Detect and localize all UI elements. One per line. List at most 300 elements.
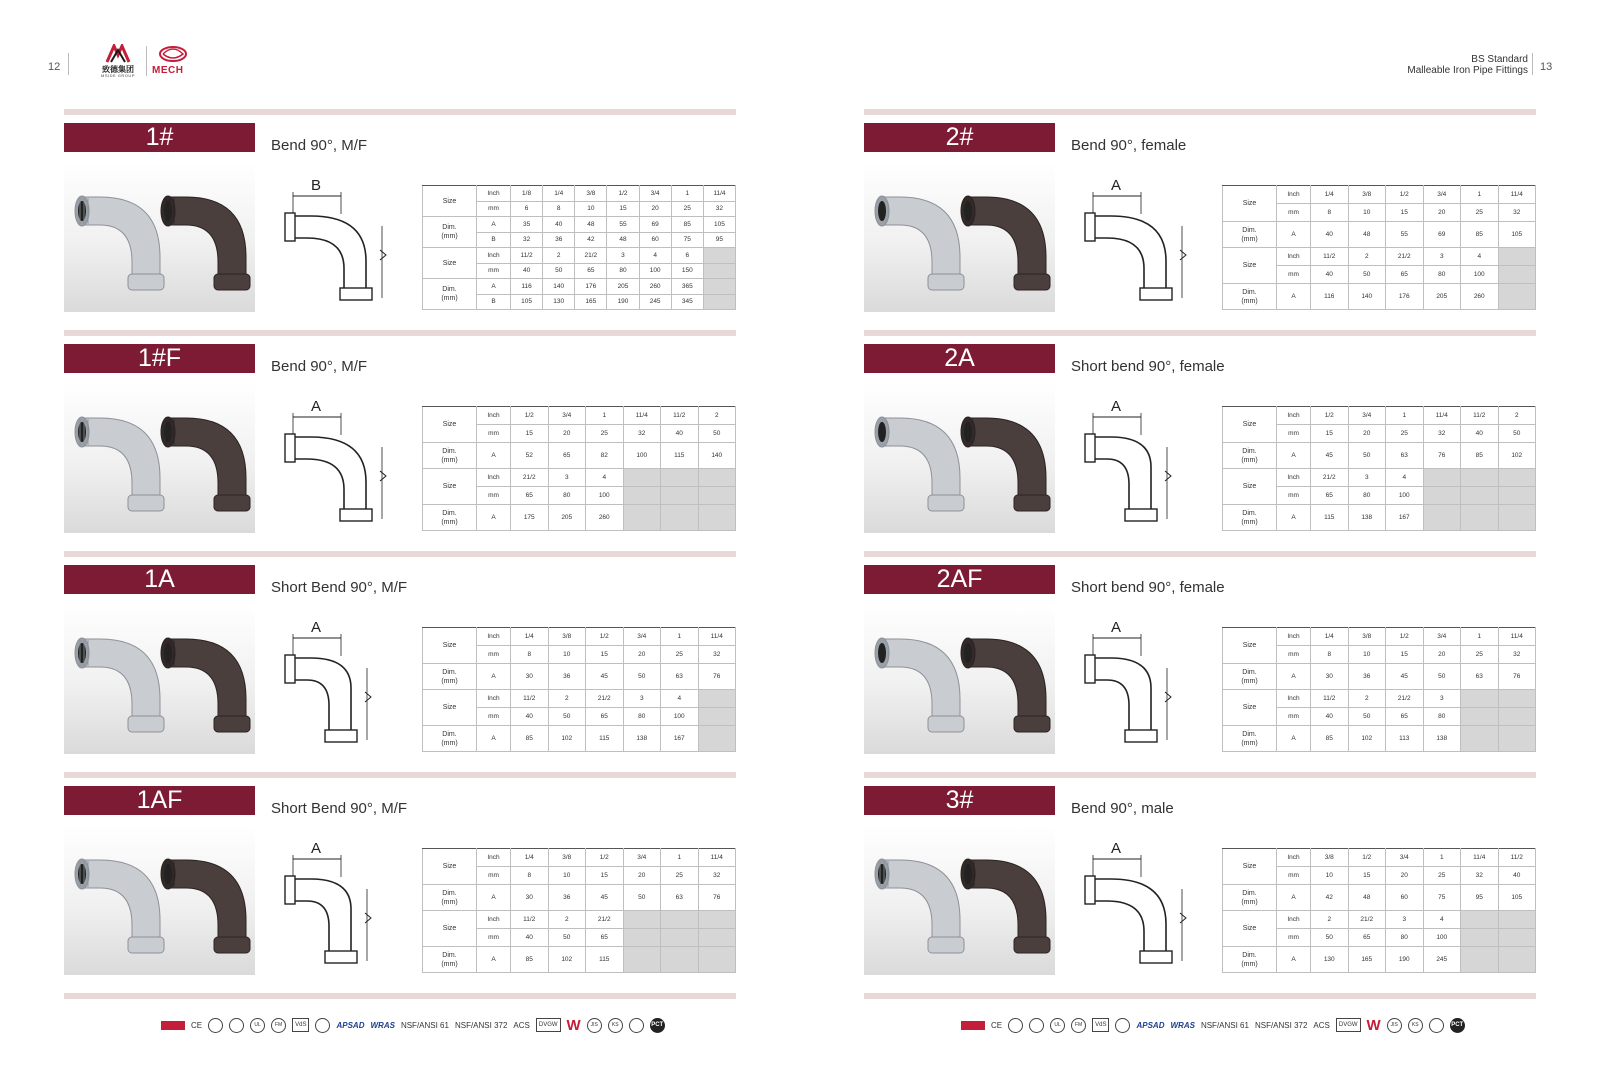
table-cell [1498, 487, 1536, 505]
mm-label: mm [1277, 867, 1311, 885]
table-row [1223, 947, 1536, 973]
table-cell: 45 [1386, 664, 1424, 690]
table-cell [1461, 911, 1499, 929]
cert-icon [1429, 1018, 1444, 1033]
table-cell: 3 [1386, 911, 1424, 929]
table-cell: 45 [1311, 443, 1349, 469]
table-cell: 140 [1348, 284, 1386, 310]
table-cell: 80 [1386, 929, 1424, 947]
table-cell [1423, 505, 1461, 531]
table-cell [698, 929, 736, 947]
table-cell: 25 [1386, 425, 1424, 443]
mech-logo-text: MECH [152, 65, 184, 76]
table-cell: 63 [1461, 664, 1499, 690]
table-cell: 1/2 [607, 186, 639, 202]
product-title: Short bend 90°, female [1071, 579, 1225, 596]
apsad-mark: APSAD [1136, 1020, 1165, 1030]
table-cell [1461, 708, 1499, 726]
table-cell: 1 [1423, 849, 1461, 867]
acs-mark: ACS [513, 1020, 530, 1030]
table-cell [1423, 469, 1461, 487]
certification-strip-right [961, 1014, 1465, 1036]
size-label: Size [423, 469, 477, 505]
table-cell: 116 [511, 279, 543, 295]
inch-label: Inch [1277, 186, 1311, 204]
table-row [423, 248, 736, 264]
table-cell: 1/2 [586, 849, 624, 867]
table-cell: 260 [639, 279, 671, 295]
table-cell: 1/4 [1311, 628, 1349, 646]
table-cell: 80 [607, 263, 639, 279]
size-label: Size [1223, 248, 1277, 284]
table-cell: 205 [548, 505, 586, 531]
inch-label: Inch [1277, 628, 1311, 646]
table-cell: 36 [1348, 664, 1386, 690]
table-cell: 65 [1386, 266, 1424, 284]
table-cell: 65 [586, 929, 624, 947]
table-row [1223, 222, 1536, 248]
table-cell: 20 [1423, 204, 1461, 222]
table-cell: 55 [607, 217, 639, 233]
table-cell: 40 [1311, 266, 1349, 284]
table-cell: 10 [575, 201, 607, 217]
table-cell: 11/2 [1498, 849, 1536, 867]
table-cell: 65 [575, 263, 607, 279]
product-title: Bend 90°, M/F [271, 137, 368, 154]
table-row [423, 947, 736, 973]
table-cell [661, 929, 699, 947]
inch-label: Inch [1277, 849, 1311, 867]
table-cell: 69 [1423, 222, 1461, 248]
table-cell: 3 [607, 248, 639, 264]
table-cell [703, 279, 735, 295]
table-cell: 11/2 [1311, 690, 1349, 708]
table-cell: 21/2 [511, 469, 549, 487]
inch-label: Inch [477, 628, 511, 646]
table-cell: 32 [1423, 425, 1461, 443]
table-cell: 15 [586, 646, 624, 664]
group-logo [97, 44, 139, 78]
table-row [423, 911, 736, 929]
table-cell: 1 [1386, 407, 1424, 425]
certification-strip-left [161, 1014, 665, 1036]
table-cell: 76 [698, 664, 736, 690]
page-number-right: 13 [1540, 61, 1553, 73]
table-cell: 20 [548, 425, 586, 443]
table-cell [703, 248, 735, 264]
table-cell: 8 [543, 201, 575, 217]
table-cell: 85 [1311, 726, 1349, 752]
table-row [423, 407, 736, 425]
table-cell: 105 [703, 217, 735, 233]
table-cell: 40 [511, 263, 543, 279]
table-row [423, 628, 736, 646]
table-cell: 2 [1348, 248, 1386, 266]
table-cell: 32 [698, 646, 736, 664]
table-cell [1461, 487, 1499, 505]
table-cell [1498, 929, 1536, 947]
table-cell [698, 726, 736, 752]
table-cell: 32 [623, 425, 661, 443]
ks-mark: KS [1408, 1018, 1423, 1033]
table-cell: 3/4 [623, 849, 661, 867]
table-cell: 60 [639, 232, 671, 248]
table-cell: 167 [661, 726, 699, 752]
table-cell: 165 [575, 294, 607, 310]
table-cell: 105 [511, 294, 543, 310]
table-cell: 75 [1423, 885, 1461, 911]
table-cell: 40 [661, 425, 699, 443]
table-cell: 25 [661, 646, 699, 664]
svg-text:B: B [311, 177, 322, 194]
table-cell: 11/2 [1461, 407, 1499, 425]
product-title: Short bend 90°, female [1071, 358, 1225, 375]
product-code: 2# [864, 123, 1055, 152]
cert-icon [629, 1018, 644, 1033]
table-cell [703, 294, 735, 310]
bend-female-drawing [1071, 166, 1201, 316]
table-cell: 4 [661, 690, 699, 708]
table-cell: 245 [1423, 947, 1461, 973]
table-cell: 150 [671, 263, 703, 279]
mm-label: mm [1277, 929, 1311, 947]
spec-table [1222, 848, 1536, 973]
table-cell [698, 505, 736, 531]
table-cell: 140 [543, 279, 575, 295]
table-cell: 8 [1311, 204, 1349, 222]
mech-logo [152, 44, 196, 78]
pct-mark: PCT [650, 1018, 665, 1033]
table-cell: 36 [548, 885, 586, 911]
table-cell: 11/4 [1498, 628, 1536, 646]
table-cell [698, 911, 736, 929]
table-cell: 50 [698, 425, 736, 443]
table-cell: 3/4 [548, 407, 586, 425]
ul-mark: UL [250, 1018, 265, 1033]
group-logo-cn: 致德集团 [102, 65, 134, 74]
table-cell: 115 [661, 443, 699, 469]
table-cell: 190 [1386, 947, 1424, 973]
table-cell: 100 [1386, 487, 1424, 505]
table-cell: 15 [1386, 646, 1424, 664]
table-cell: 138 [623, 726, 661, 752]
size-label: Size [1223, 690, 1277, 726]
table-cell [623, 929, 661, 947]
table-cell [1498, 248, 1536, 266]
table-cell: 190 [607, 294, 639, 310]
table-cell: 80 [548, 487, 586, 505]
table-cell: 10 [548, 867, 586, 885]
table-cell: 80 [623, 708, 661, 726]
w-mark: W [1366, 1016, 1381, 1034]
table-cell: 20 [623, 867, 661, 885]
table-cell: 2 [548, 690, 586, 708]
spec-table [422, 406, 736, 531]
table-cell: 3 [623, 690, 661, 708]
jis-mark: JIS [587, 1018, 602, 1033]
svg-text:A: A [311, 398, 322, 415]
table-cell: 3/4 [623, 628, 661, 646]
table-cell: 40 [511, 708, 549, 726]
table-cell: 15 [1311, 425, 1349, 443]
table-cell: 65 [586, 708, 624, 726]
table-cell [1498, 708, 1536, 726]
table-cell: 20 [639, 201, 671, 217]
table-cell: 32 [1498, 646, 1536, 664]
section-separator [64, 772, 736, 778]
table-cell: 3/8 [1348, 186, 1386, 204]
table-cell: 167 [1386, 505, 1424, 531]
acs-mark: ACS [1313, 1020, 1330, 1030]
mech-logo-icon [158, 44, 188, 64]
table-cell: 42 [1311, 885, 1349, 911]
table-cell: 115 [586, 947, 624, 973]
table-row [1223, 628, 1536, 646]
size-label: Size [1223, 186, 1277, 222]
table-cell [1498, 505, 1536, 531]
table-cell [623, 469, 661, 487]
size-label: Size [423, 186, 477, 217]
dim-key: A [1277, 222, 1311, 248]
table-cell: 3/4 [1386, 849, 1424, 867]
ks-mark: KS [608, 1018, 623, 1033]
table-cell: 10 [1311, 867, 1349, 885]
mm-label: mm [1277, 708, 1311, 726]
table-cell [623, 947, 661, 973]
table-row [423, 664, 736, 690]
table-cell: 76 [698, 885, 736, 911]
dim-label: Dim. (mm) [423, 726, 477, 752]
table-row [1223, 407, 1536, 425]
product-title: Short Bend 90°, M/F [271, 800, 408, 817]
table-cell [661, 911, 699, 929]
product-code: 1AF [64, 786, 255, 815]
cert-icon [1029, 1018, 1044, 1033]
table-cell [1498, 726, 1536, 752]
inch-label: Inch [1277, 469, 1311, 487]
table-cell [1461, 726, 1499, 752]
table-cell: 1/4 [511, 849, 549, 867]
nsf372-mark: NSF/ANSI 372 [454, 1020, 508, 1030]
table-cell: 40 [543, 217, 575, 233]
table-cell: 45 [586, 664, 624, 690]
dim-key: A [1277, 443, 1311, 469]
table-cell: 65 [1311, 487, 1349, 505]
table-cell: 6 [671, 248, 703, 264]
table-cell: 1/2 [1311, 407, 1349, 425]
product-code: 2A [864, 344, 1055, 373]
table-cell: 4 [639, 248, 671, 264]
table-cell: 3/4 [1423, 628, 1461, 646]
table-cell: 205 [1423, 284, 1461, 310]
table-cell: 1 [586, 407, 624, 425]
short-bend-mf-drawing [271, 608, 401, 758]
logo-divider [146, 46, 147, 76]
product-photo [864, 604, 1055, 754]
dim-key: A [477, 505, 511, 531]
inch-label: Inch [1277, 690, 1311, 708]
inch-label: Inch [477, 186, 511, 202]
table-cell: 76 [1498, 664, 1536, 690]
size-label: Size [1223, 628, 1277, 664]
bend-male-drawing [1071, 829, 1201, 979]
dim-label: Dim. (mm) [1223, 885, 1277, 911]
table-cell: 100 [623, 443, 661, 469]
table-cell: 3 [1348, 469, 1386, 487]
table-row [1223, 849, 1536, 867]
table-cell: 11/4 [703, 186, 735, 202]
product-title: Bend 90°, female [1071, 137, 1187, 154]
table-cell: 4 [1423, 911, 1461, 929]
short-bend-female-drawing [1071, 387, 1201, 537]
svg-text:A: A [1111, 840, 1122, 857]
section-separator [64, 551, 736, 557]
table-cell: 85 [671, 217, 703, 233]
table-cell: 21/2 [1386, 690, 1424, 708]
table-cell: 2 [1348, 690, 1386, 708]
dim-key: A [1277, 664, 1311, 690]
dim-key: A [477, 217, 511, 233]
table-cell: 25 [586, 425, 624, 443]
size-label: Size [1223, 849, 1277, 885]
spec-table [422, 627, 736, 752]
table-cell: 85 [511, 726, 549, 752]
inch-label: Inch [1277, 248, 1311, 266]
table-cell: 20 [1386, 867, 1424, 885]
table-cell: 95 [703, 232, 735, 248]
table-cell [1498, 469, 1536, 487]
table-cell: 15 [1348, 867, 1386, 885]
table-cell: 116 [1311, 284, 1349, 310]
section-separator [864, 330, 1536, 336]
table-cell: 1 [1461, 628, 1499, 646]
inch-label: Inch [477, 911, 511, 929]
section-separator [64, 993, 736, 999]
dim-key: A [477, 279, 511, 295]
table-cell: 176 [575, 279, 607, 295]
table-cell: 1/4 [543, 186, 575, 202]
table-row [1223, 911, 1536, 929]
ce-mark: CE [191, 1020, 203, 1030]
table-cell: 15 [607, 201, 639, 217]
table-cell: 205 [607, 279, 639, 295]
table-cell [1498, 284, 1536, 310]
table-cell: 21/2 [1348, 911, 1386, 929]
table-cell: 11/2 [1311, 248, 1349, 266]
table-row [1223, 505, 1536, 531]
table-cell: 11/2 [661, 407, 699, 425]
dim-key: A [477, 664, 511, 690]
cert-flag-icon [961, 1021, 985, 1030]
table-cell: 11/4 [623, 407, 661, 425]
table-row [423, 443, 736, 469]
svg-text:A: A [1111, 398, 1122, 415]
dim-key: A [1277, 505, 1311, 531]
bend-mf-drawing [271, 166, 401, 316]
table-cell: 25 [1461, 646, 1499, 664]
dim-label: Dim. (mm) [423, 279, 477, 310]
product-code: 1A [64, 565, 255, 594]
table-cell: 65 [1386, 708, 1424, 726]
table-cell [661, 505, 699, 531]
product-code: 2AF [864, 565, 1055, 594]
table-cell: 345 [671, 294, 703, 310]
nsf61-mark: NSF/ANSI 61 [400, 1020, 449, 1030]
table-cell [703, 263, 735, 279]
table-cell: 8 [511, 646, 549, 664]
table-cell: 175 [511, 505, 549, 531]
table-cell: 11/2 [511, 248, 543, 264]
table-cell: 48 [575, 217, 607, 233]
dim-label: Dim. (mm) [423, 885, 477, 911]
dim-label: Dim. (mm) [1223, 726, 1277, 752]
svg-text:A: A [1111, 619, 1122, 636]
inch-label: Inch [477, 248, 511, 264]
dim-label: Dim. (mm) [1223, 947, 1277, 973]
table-cell: 50 [623, 664, 661, 690]
section-separator [864, 109, 1536, 115]
size-label: Size [423, 911, 477, 947]
table-row [423, 186, 736, 202]
table-cell: 1/8 [511, 186, 543, 202]
table-cell: 63 [661, 664, 699, 690]
spec-table [422, 185, 736, 310]
table-cell: 30 [511, 885, 549, 911]
size-label: Size [1223, 407, 1277, 443]
table-row [1223, 664, 1536, 690]
jis-mark: JIS [1387, 1018, 1402, 1033]
table-cell: 85 [1461, 443, 1499, 469]
table-cell: 8 [511, 867, 549, 885]
dim-key: A [477, 885, 511, 911]
table-cell: 3/8 [1311, 849, 1349, 867]
inch-label: Inch [477, 690, 511, 708]
product-code: 1# [64, 123, 255, 152]
dim-label: Dim. (mm) [1223, 222, 1277, 248]
mm-label: mm [477, 929, 511, 947]
table-cell [1461, 690, 1499, 708]
table-cell: 2 [698, 407, 736, 425]
table-cell [661, 487, 699, 505]
table-cell: 105 [1498, 885, 1536, 911]
table-cell: 40 [1461, 425, 1499, 443]
table-cell: 80 [1423, 708, 1461, 726]
table-cell: 32 [511, 232, 543, 248]
table-cell: 11/2 [511, 911, 549, 929]
size-label: Size [423, 690, 477, 726]
table-cell: 10 [548, 646, 586, 664]
table-cell: 11/4 [1498, 186, 1536, 204]
mm-label: mm [477, 201, 511, 217]
table-cell: 15 [586, 867, 624, 885]
table-cell: 50 [1498, 425, 1536, 443]
table-cell: 1/4 [1311, 186, 1349, 204]
table-cell: 32 [1498, 204, 1536, 222]
table-cell: 4 [1386, 469, 1424, 487]
dim-key: A [1277, 726, 1311, 752]
table-cell: 138 [1348, 505, 1386, 531]
table-cell: 10 [1348, 204, 1386, 222]
table-cell: 21/2 [586, 690, 624, 708]
ul-mark: UL [1050, 1018, 1065, 1033]
table-cell: 138 [1423, 726, 1461, 752]
table-cell: 63 [1386, 443, 1424, 469]
table-cell: 95 [1461, 885, 1499, 911]
table-cell: 40 [1311, 222, 1349, 248]
table-cell [661, 469, 699, 487]
dim-key: A [1277, 284, 1311, 310]
section-separator [864, 993, 1536, 999]
